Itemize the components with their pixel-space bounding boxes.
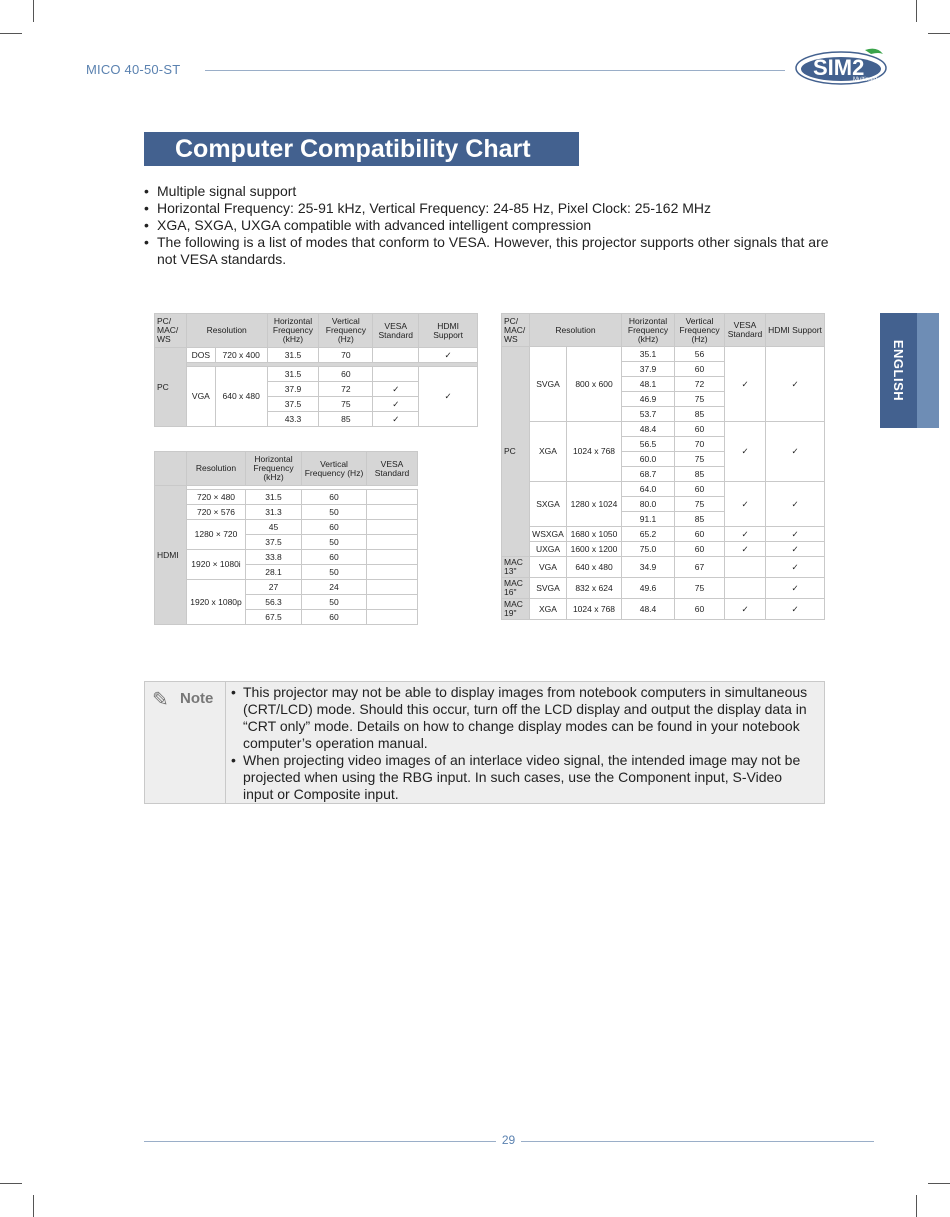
table-row bbox=[155, 550, 418, 565]
vfreq-cell: 24 bbox=[302, 580, 367, 595]
vesa-cell bbox=[367, 550, 418, 565]
col-header-blank bbox=[155, 452, 187, 486]
hfreq-cell: 56.3 bbox=[246, 595, 302, 610]
page-number: 29 bbox=[501, 1133, 516, 1147]
crop-mark bbox=[33, 1195, 34, 1217]
header-model: MICO 40-50-ST bbox=[86, 62, 181, 77]
res-cell: 800 x 600 bbox=[567, 347, 622, 422]
vesa-cell bbox=[725, 578, 766, 599]
hfreq-cell: 37.9 bbox=[622, 362, 675, 377]
hfreq-cell: 68.7 bbox=[622, 467, 675, 482]
col-header-vfreq: Vertical Frequency (Hz) bbox=[302, 452, 367, 486]
vfreq-cell: 50 bbox=[302, 535, 367, 550]
table-row bbox=[502, 527, 825, 542]
crop-mark bbox=[928, 1183, 950, 1184]
vfreq-cell: 60 bbox=[302, 550, 367, 565]
vesa-cell bbox=[367, 490, 418, 505]
table-row bbox=[502, 422, 825, 437]
hfreq-cell: 48.4 bbox=[622, 599, 675, 620]
vfreq-cell: 70 bbox=[319, 348, 373, 363]
vfreq-cell: 60 bbox=[675, 527, 725, 542]
hdmi-cell: ✓ bbox=[766, 482, 825, 527]
col-header-vfreq: Vertical Frequency (Hz) bbox=[675, 314, 725, 347]
page-title: Computer Compatibility Chart bbox=[144, 132, 579, 166]
vfreq-cell: 60 bbox=[302, 520, 367, 535]
hfreq-cell: 37.5 bbox=[246, 535, 302, 550]
note-label-cell bbox=[145, 682, 226, 803]
hfreq-cell: 31.5 bbox=[267, 367, 319, 382]
hfreq-cell: 34.9 bbox=[622, 557, 675, 578]
hdmi-cell: ✓ bbox=[766, 422, 825, 482]
hfreq-cell: 37.9 bbox=[267, 382, 319, 397]
hfreq-cell: 31.5 bbox=[267, 348, 319, 363]
res-cell: 1280 × 720 bbox=[187, 520, 246, 550]
hfreq-cell: 48.1 bbox=[622, 377, 675, 392]
hfreq-cell: 35.1 bbox=[622, 347, 675, 362]
hfreq-cell: 31.5 bbox=[246, 490, 302, 505]
vfreq-cell: 75 bbox=[319, 397, 373, 412]
group-cell: PC bbox=[502, 347, 530, 557]
table-row bbox=[502, 599, 825, 620]
vesa-cell bbox=[367, 520, 418, 535]
res-cell: 1920 × 1080i bbox=[187, 550, 246, 580]
footer-rule bbox=[144, 1141, 496, 1142]
table-row bbox=[155, 520, 418, 535]
col-header-resolution: Resolution bbox=[187, 452, 246, 486]
vfreq-cell: 75 bbox=[675, 497, 725, 512]
vesa-cell bbox=[373, 348, 419, 363]
vesa-cell: ✓ bbox=[725, 482, 766, 527]
vfreq-cell: 60 bbox=[302, 490, 367, 505]
col-header-vfreq: Vertical Frequency (Hz) bbox=[319, 314, 373, 348]
list-item: • XGA, SXGA, UXGA compatible with advanced intelligent compression bbox=[144, 217, 844, 234]
col-header-pc-mac-ws: PC/ MAC/ WS bbox=[155, 314, 187, 348]
res-cell: 720 × 576 bbox=[187, 505, 246, 520]
table-row bbox=[155, 367, 478, 382]
note-body bbox=[231, 684, 811, 803]
vfreq-cell: 60 bbox=[319, 367, 373, 382]
hfreq-cell: 80.0 bbox=[622, 497, 675, 512]
res-cell: 1600 x 1200 bbox=[567, 542, 622, 557]
crop-mark bbox=[0, 1183, 22, 1184]
hfreq-cell: 31.3 bbox=[246, 505, 302, 520]
col-header-pc-mac-ws: PC/ MAC/ WS bbox=[502, 314, 530, 347]
vfreq-cell: 75 bbox=[675, 392, 725, 407]
crop-mark bbox=[916, 0, 917, 22]
footer-rule bbox=[521, 1141, 874, 1142]
col-header-hfreq: Horizontal Frequency (kHz) bbox=[622, 314, 675, 347]
hfreq-cell: 45 bbox=[246, 520, 302, 535]
hdmi-cell: ✓ bbox=[766, 557, 825, 578]
hfreq-cell: 48.4 bbox=[622, 422, 675, 437]
note-box bbox=[144, 681, 825, 804]
list-item: • This projector may not be able to display images from notebook computers in simultaneous (CRT/LCD) mode. Should this occur, turn off the LCD display and output the display data in “CRT only” mode. Details on how to change display modes can be found in your notebook computer’s operation manual. bbox=[231, 684, 811, 752]
language-tab-label-wrap bbox=[880, 313, 917, 428]
vesa-cell: ✓ bbox=[725, 542, 766, 557]
vfreq-cell: 50 bbox=[302, 595, 367, 610]
table-row bbox=[502, 557, 825, 578]
hfreq-cell: 28.1 bbox=[246, 565, 302, 580]
mode-cell: WSXGA bbox=[530, 527, 567, 542]
hfreq-cell: 60.0 bbox=[622, 452, 675, 467]
hdmi-cell: ✓ bbox=[766, 599, 825, 620]
list-item: • Multiple signal support bbox=[144, 183, 844, 200]
hfreq-cell: 91.1 bbox=[622, 512, 675, 527]
vesa-cell bbox=[367, 565, 418, 580]
mode-cell: DOS bbox=[186, 348, 215, 363]
col-header-hfreq: Horizontal Frequency (kHz) bbox=[267, 314, 319, 348]
vesa-cell: ✓ bbox=[373, 412, 419, 427]
vesa-cell: ✓ bbox=[725, 527, 766, 542]
table-row bbox=[502, 578, 825, 599]
header-rule bbox=[205, 70, 785, 71]
vfreq-cell: 70 bbox=[675, 437, 725, 452]
hfreq-cell: 37.5 bbox=[267, 397, 319, 412]
table-row bbox=[502, 482, 825, 497]
vfreq-cell: 67 bbox=[675, 557, 725, 578]
col-header-resolution: Resolution bbox=[186, 314, 267, 348]
vfreq-cell: 85 bbox=[319, 412, 373, 427]
vfreq-cell: 85 bbox=[675, 512, 725, 527]
hdmi-cell: ✓ bbox=[766, 578, 825, 599]
hfreq-cell: 64.0 bbox=[622, 482, 675, 497]
hdmi-cell: ✓ bbox=[419, 367, 478, 427]
group-cell: MAC 16" bbox=[502, 578, 530, 599]
vesa-cell: ✓ bbox=[373, 382, 419, 397]
vfreq-cell: 60 bbox=[675, 482, 725, 497]
hfreq-cell: 56.5 bbox=[622, 437, 675, 452]
mode-cell: SVGA bbox=[530, 578, 567, 599]
res-cell: 1920 x 1080p bbox=[187, 580, 246, 625]
mode-cell: SVGA bbox=[530, 347, 567, 422]
crop-mark bbox=[928, 33, 950, 34]
vfreq-cell: 85 bbox=[675, 467, 725, 482]
crop-mark bbox=[33, 0, 34, 22]
col-header-vesa: VESA Standard bbox=[367, 452, 418, 486]
hdmi-cell: ✓ bbox=[419, 348, 478, 363]
vfreq-cell: 60 bbox=[675, 542, 725, 557]
col-header-hdmi: HDMI Support bbox=[419, 314, 478, 348]
vesa-cell bbox=[367, 580, 418, 595]
hfreq-cell: 27 bbox=[246, 580, 302, 595]
table-row bbox=[155, 490, 418, 505]
vesa-cell: ✓ bbox=[725, 422, 766, 482]
res-cell: 832 x 624 bbox=[567, 578, 622, 599]
hdmi-cell: ✓ bbox=[766, 527, 825, 542]
vfreq-cell: 60 bbox=[675, 422, 725, 437]
res-cell: 1280 x 1024 bbox=[567, 482, 622, 527]
language-tab-accent bbox=[917, 313, 939, 428]
col-header-hdmi: HDMI Support bbox=[766, 314, 825, 347]
vesa-cell bbox=[725, 557, 766, 578]
res-cell: 640 x 480 bbox=[567, 557, 622, 578]
res-cell: 720 × 480 bbox=[187, 490, 246, 505]
hdmi-compat-table bbox=[154, 451, 418, 625]
res-cell: 640 x 480 bbox=[215, 367, 267, 427]
vesa-cell bbox=[367, 505, 418, 520]
logo-subtext: Multimedia bbox=[853, 77, 883, 83]
table-row bbox=[155, 505, 418, 520]
mode-cell: UXGA bbox=[530, 542, 567, 557]
vesa-cell bbox=[367, 610, 418, 625]
crop-mark bbox=[0, 33, 22, 34]
col-header-vesa: VESA Standard bbox=[725, 314, 766, 347]
crop-mark bbox=[916, 1195, 917, 1217]
list-item: • When projecting video images of an interlace video signal, the intended image may not be projected when using the RBG input. In such cases, use the Component input, S-Video input or Composite input. bbox=[231, 752, 811, 803]
vfreq-cell: 60 bbox=[675, 599, 725, 620]
vfreq-cell: 72 bbox=[319, 382, 373, 397]
note-label: Note bbox=[180, 690, 214, 707]
res-cell: 1024 x 768 bbox=[567, 422, 622, 482]
vesa-cell: ✓ bbox=[725, 347, 766, 422]
res-cell: 720 x 400 bbox=[215, 348, 267, 363]
group-cell: MAC 19" bbox=[502, 599, 530, 620]
hfreq-cell: 75.0 bbox=[622, 542, 675, 557]
res-cell: 1024 x 768 bbox=[567, 599, 622, 620]
vfreq-cell: 60 bbox=[302, 610, 367, 625]
group-cell: MAC 13" bbox=[502, 557, 530, 578]
mode-cell: VGA bbox=[186, 367, 215, 427]
hfreq-cell: 43.3 bbox=[267, 412, 319, 427]
vfreq-cell: 50 bbox=[302, 505, 367, 520]
vesa-cell bbox=[373, 367, 419, 382]
hfreq-cell: 65.2 bbox=[622, 527, 675, 542]
vfreq-cell: 72 bbox=[675, 377, 725, 392]
vesa-cell: ✓ bbox=[725, 599, 766, 620]
col-header-vesa: VESA Standard bbox=[373, 314, 419, 348]
table-row bbox=[502, 347, 825, 362]
hfreq-cell: 46.9 bbox=[622, 392, 675, 407]
sim2-logo bbox=[795, 44, 889, 86]
vfreq-cell: 60 bbox=[675, 362, 725, 377]
hfreq-cell: 67.5 bbox=[246, 610, 302, 625]
logo-text: SIM2 bbox=[813, 55, 865, 80]
hfreq-cell: 53.7 bbox=[622, 407, 675, 422]
res-cell: 1680 x 1050 bbox=[567, 527, 622, 542]
mode-cell: XGA bbox=[530, 422, 567, 482]
col-header-resolution: Resolution bbox=[530, 314, 622, 347]
table-row bbox=[502, 542, 825, 557]
table-row bbox=[155, 348, 478, 363]
hfreq-cell: 49.6 bbox=[622, 578, 675, 599]
vfreq-cell: 85 bbox=[675, 407, 725, 422]
vesa-cell: ✓ bbox=[373, 397, 419, 412]
language-tab-label: ENGLISH bbox=[891, 339, 907, 402]
pencil-icon: ✎ bbox=[152, 689, 169, 711]
feature-list bbox=[144, 183, 844, 268]
col-header-hfreq: Horizontal Frequency (kHz) bbox=[246, 452, 302, 486]
vfreq-cell: 75 bbox=[675, 452, 725, 467]
mode-cell: SXGA bbox=[530, 482, 567, 527]
group-cell: HDMI bbox=[155, 486, 187, 625]
vesa-cell bbox=[367, 535, 418, 550]
hdmi-cell: ✓ bbox=[766, 542, 825, 557]
hdmi-cell: ✓ bbox=[766, 347, 825, 422]
list-item: • The following is a list of modes that conform to VESA. However, this projector supports other signals that are not VESA standards. bbox=[144, 234, 844, 268]
list-item: • Horizontal Frequency: 25-91 kHz, Vertical Frequency: 24-85 Hz, Pixel Clock: 25-162 MHz bbox=[144, 200, 844, 217]
vesa-cell bbox=[367, 595, 418, 610]
mode-cell: XGA bbox=[530, 599, 567, 620]
vfreq-cell: 50 bbox=[302, 565, 367, 580]
hfreq-cell: 33.8 bbox=[246, 550, 302, 565]
table-row bbox=[155, 580, 418, 595]
group-cell: PC bbox=[155, 348, 187, 427]
pc-compat-table bbox=[154, 313, 478, 427]
mode-cell: VGA bbox=[530, 557, 567, 578]
vfreq-cell: 75 bbox=[675, 578, 725, 599]
pc-mac-compat-table bbox=[501, 313, 825, 620]
vfreq-cell: 56 bbox=[675, 347, 725, 362]
